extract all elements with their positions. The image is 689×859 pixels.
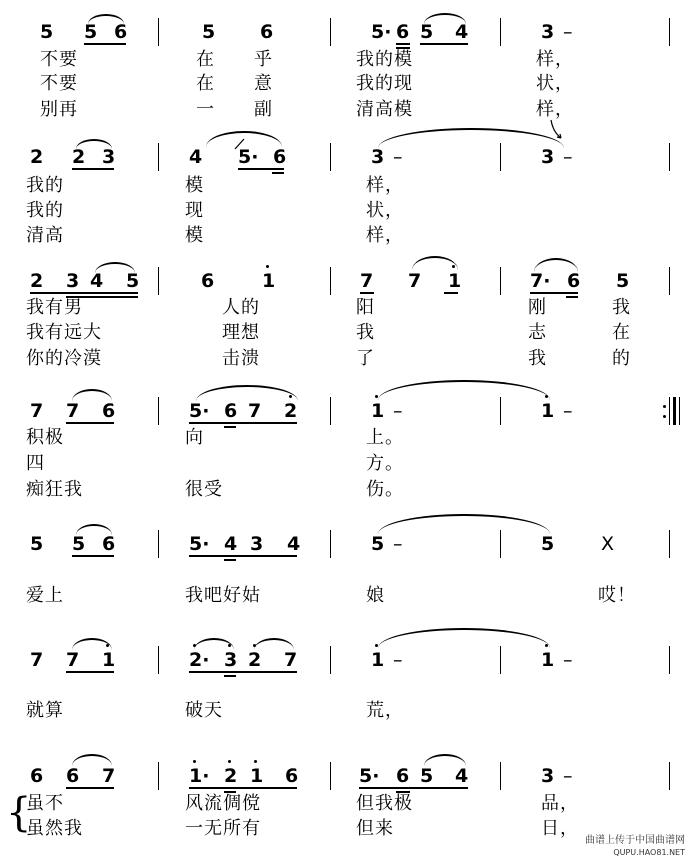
note: 2· [189, 649, 210, 671]
note: 4 [224, 533, 238, 555]
lyric: 上。 [366, 427, 404, 448]
note: 5· [189, 400, 210, 422]
verse-brace: { [6, 790, 32, 836]
lyric: 不要 [40, 49, 78, 70]
note: 7 [102, 765, 116, 787]
bar-line [669, 762, 670, 790]
note: 5· [238, 146, 259, 168]
lyric: 清高 [26, 225, 64, 246]
high-octave-dot [545, 644, 548, 647]
bar-line [158, 397, 159, 425]
note: 4 [455, 21, 469, 43]
note: 1 [250, 765, 264, 787]
dash: – [563, 649, 573, 671]
lyric: 在 [196, 49, 215, 70]
bar-line [158, 143, 159, 171]
lyric: 就算 [26, 700, 64, 721]
dash: – [563, 21, 573, 43]
dash: – [393, 400, 403, 422]
lyric: 一 [196, 99, 215, 120]
lyric: 四 [26, 453, 45, 474]
slur [72, 389, 112, 401]
bar-line [158, 18, 159, 46]
bar-line [669, 143, 670, 171]
high-octave-dot [254, 760, 257, 763]
slur [412, 256, 458, 270]
lyric: 向 [185, 427, 204, 448]
bar-line [669, 18, 670, 46]
note: 5 [420, 21, 434, 43]
underline [224, 426, 236, 428]
high-octave-dot [266, 265, 269, 268]
note: 5 [541, 533, 555, 555]
lyric: 状， [366, 200, 404, 221]
lyric: 击溃 [222, 348, 260, 369]
breath-mark-icon [548, 118, 566, 144]
note: 7 [66, 649, 80, 671]
dash: – [393, 533, 403, 555]
bar-line [669, 530, 670, 558]
dash: – [563, 400, 573, 422]
lyric: 乎 [254, 49, 273, 70]
note: 3 [371, 146, 385, 168]
underline [238, 168, 284, 170]
lyric: 副 [254, 99, 273, 120]
high-octave-dot [545, 395, 548, 398]
bar-line [500, 267, 501, 295]
bar-line [158, 762, 159, 790]
underline [189, 671, 297, 673]
lyric: 清高模 [356, 99, 413, 120]
note: 1 [541, 649, 555, 671]
note: 5 [72, 533, 86, 555]
lyric: 不要 [40, 73, 78, 94]
bar-line [500, 646, 501, 674]
note: 2 [30, 270, 44, 292]
bar-line [669, 397, 670, 425]
note: 5· [189, 533, 210, 555]
lyric: 伤。 [366, 479, 404, 500]
note: 6 [201, 270, 215, 292]
underline [272, 172, 284, 174]
lyric: 我 [528, 348, 547, 369]
lyric: 娘 [366, 585, 385, 606]
lyric: 人的 [222, 297, 260, 318]
watermark-text: 曲谱上传于中国曲谱网 [585, 835, 685, 846]
bar-line [669, 646, 670, 674]
lyric: 我的 [26, 200, 64, 221]
tie [378, 380, 550, 400]
lyric: 样， [366, 175, 404, 196]
note: 4 [455, 765, 469, 787]
underline [360, 292, 374, 294]
lyric: 现 [185, 200, 204, 221]
note: 1 [448, 270, 462, 292]
note: 6 [114, 21, 128, 43]
note: 2 [30, 146, 44, 168]
bar-line [330, 646, 331, 674]
bar-line [500, 143, 501, 171]
thick-bar-line [673, 397, 676, 425]
note: 1 [371, 649, 385, 671]
underline [189, 555, 297, 557]
note: 5 [40, 21, 54, 43]
slur [76, 524, 112, 535]
dash: – [563, 765, 573, 787]
bar-line [158, 646, 159, 674]
note: 3 [541, 146, 555, 168]
lyric: 我有男 [26, 297, 83, 318]
note: 5· [359, 765, 380, 787]
lyric: 别再 [40, 99, 78, 120]
slur [196, 385, 298, 401]
note: 6 [567, 270, 581, 292]
lyric: 但我极 [356, 793, 413, 814]
underline [444, 292, 458, 294]
note: 1 [262, 270, 276, 292]
underline [30, 292, 138, 294]
lyric: 样， [536, 99, 574, 120]
note: 5· [371, 21, 392, 43]
note: 3 [224, 649, 238, 671]
lyric: 模 [185, 175, 204, 196]
note: 7 [248, 400, 262, 422]
dash: – [393, 146, 403, 168]
slur [95, 262, 135, 273]
note: 2 [284, 400, 298, 422]
lyric: 阳 [356, 297, 375, 318]
lyric: 志 [528, 322, 547, 343]
note: 6 [273, 146, 287, 168]
breath-mark-icon [232, 136, 248, 152]
repeat-dot [663, 415, 666, 418]
rest-x: X [601, 533, 615, 555]
slur [76, 139, 112, 149]
note: 5 [371, 533, 385, 555]
lyric: 破天 [185, 700, 223, 721]
lyric: 积极 [26, 427, 64, 448]
underline [66, 422, 114, 424]
underline [224, 675, 236, 677]
lyric: 你的冷漠 [26, 348, 102, 369]
note: 6 [102, 533, 116, 555]
bar-line [669, 267, 670, 295]
note: 4 [189, 146, 203, 168]
underline [566, 296, 578, 298]
underline [189, 422, 297, 424]
note: 7 [284, 649, 298, 671]
lyric: 哎！ [598, 585, 636, 606]
note: 7 [408, 270, 422, 292]
underline [84, 43, 126, 45]
note: 7 [360, 270, 374, 292]
lyric: 虽然我 [26, 818, 83, 839]
bar-line [500, 530, 501, 558]
lyric: 风流倜傥 [185, 793, 261, 814]
bar-line [158, 530, 159, 558]
lyric: 爱上 [26, 585, 64, 606]
underline [359, 787, 468, 789]
note: 3 [541, 21, 555, 43]
note: 3 [102, 146, 116, 168]
repeat-dot [663, 405, 666, 408]
note: 6 [285, 765, 299, 787]
note: 6 [396, 765, 410, 787]
note: 3 [66, 270, 80, 292]
underline [72, 168, 114, 170]
underline [189, 787, 297, 789]
bar-line [330, 397, 331, 425]
bar-line [158, 267, 159, 295]
lyric: 样， [366, 225, 404, 246]
slur [72, 638, 112, 650]
lyric: 很受 [185, 479, 223, 500]
note: 6 [66, 765, 80, 787]
note: 5 [30, 533, 44, 555]
underline [530, 292, 578, 294]
note: 5 [84, 21, 98, 43]
note: 7· [530, 270, 551, 292]
underline [420, 43, 468, 45]
lyric: 意 [254, 73, 273, 94]
note: 2 [72, 146, 86, 168]
lyric: 一无所有 [185, 818, 261, 839]
note: 2 [248, 649, 262, 671]
note: 4 [287, 533, 301, 555]
lyric: 的 [612, 348, 631, 369]
slur [424, 13, 466, 24]
note: 1 [102, 649, 116, 671]
bar-line [500, 762, 501, 790]
note: 6 [102, 400, 116, 422]
bar-line [330, 18, 331, 46]
lyric: 我 [356, 322, 375, 343]
lyric: 我的现 [356, 73, 413, 94]
lyric: 我 [612, 297, 631, 318]
slur [72, 754, 112, 766]
slur [254, 638, 294, 650]
lyric: 理想 [222, 322, 260, 343]
note: 5 [202, 21, 216, 43]
slur [194, 638, 234, 650]
underline [224, 559, 236, 561]
note: 5 [616, 270, 630, 292]
note: 6 [260, 21, 274, 43]
underline [396, 43, 410, 45]
lyric: 日， [541, 818, 579, 839]
lyric: 但来 [356, 818, 394, 839]
bar-line [330, 267, 331, 295]
note: 1· [189, 765, 210, 787]
lyric: 在 [196, 73, 215, 94]
note: 1 [371, 400, 385, 422]
lyric: 痴狂我 [26, 479, 83, 500]
slur [424, 754, 466, 766]
note: 7 [30, 400, 44, 422]
lyric: 品， [541, 793, 579, 814]
note: 5 [420, 765, 434, 787]
lyric: 方。 [366, 453, 404, 474]
note: 3 [541, 765, 555, 787]
lyric: 了 [356, 348, 375, 369]
note: 5 [126, 270, 140, 292]
bar-line [500, 397, 501, 425]
lyric: 虽不 [26, 793, 64, 814]
dash: – [563, 146, 573, 168]
note: 4 [90, 270, 104, 292]
dash: – [393, 649, 403, 671]
lyric: 我吧好姑 [185, 585, 261, 606]
lyric: 状， [536, 73, 574, 94]
lyric: 模 [185, 225, 204, 246]
lyric: 我的模 [356, 49, 413, 70]
lyric: 荒， [366, 700, 404, 721]
bar-line [330, 143, 331, 171]
note: 7 [66, 400, 80, 422]
note: 7 [30, 649, 44, 671]
note: 6 [224, 400, 238, 422]
bar-line [500, 18, 501, 46]
slur [88, 14, 124, 24]
note: 1 [541, 400, 555, 422]
lyric: 样， [536, 49, 574, 70]
slur [534, 258, 578, 272]
note: 2 [224, 765, 238, 787]
bar-line [679, 397, 680, 425]
lyric: 我有远大 [26, 322, 102, 343]
lyric: 刚 [528, 297, 547, 318]
high-octave-dot [193, 760, 196, 763]
bar-line [330, 762, 331, 790]
underline [66, 787, 114, 789]
tie [378, 628, 550, 648]
lyric: 我的 [26, 175, 64, 196]
note: 6 [396, 21, 410, 43]
underline [66, 671, 114, 673]
underline [72, 555, 114, 557]
high-octave-dot [228, 760, 231, 763]
bar-line [330, 530, 331, 558]
note: 3 [250, 533, 264, 555]
note: 6 [30, 765, 44, 787]
tie [378, 514, 550, 534]
tie [378, 128, 564, 148]
lyric: 在 [612, 322, 631, 343]
watermark-url: QUPU.HAO81.NET [613, 848, 685, 857]
